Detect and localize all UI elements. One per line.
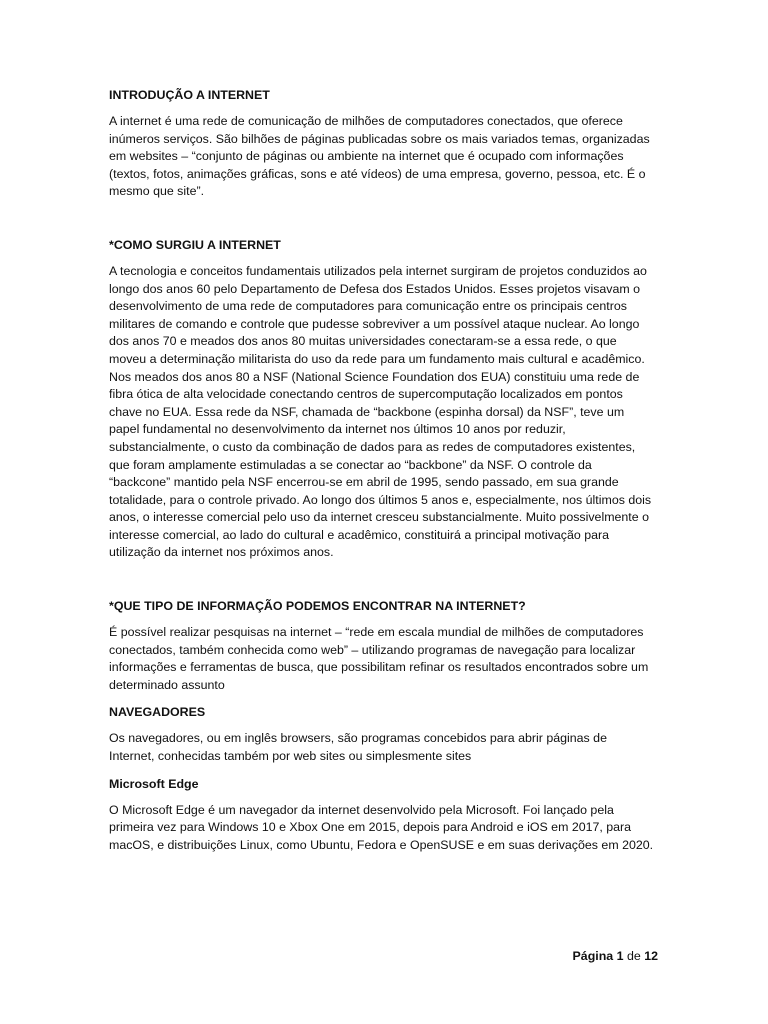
page-number-current: 1 [616,949,624,963]
page-number-total: 12 [644,949,658,963]
info-types-paragraph: É possível realizar pesquisas na internet – “rede em escala mundial de milhões de computadores conectados, também conhecida como web” – utilizando programas de navegação para localizar informações e ferramentas de busca, que possibilitam refinar os resultados encontrados sobre um determinado assunto [109,625,649,692]
browsers-paragraph: Os navegadores, ou em inglês browsers, são programas concebidos para abrir páginas de Internet, conhecidas também por web sites ou simplesmente sites [109,731,607,764]
spacer [109,571,654,597]
page-number-separator: de [623,949,645,963]
edge-paragraph: O Microsoft Edge é um navegador da internet desenvolvido pela Microsoft. Foi lançado pela primeira vez para Windows 10 e Xbox One em 2015, depois para Android e iOS em 2017, para macOS, e distribuições Linux, como Ubuntu, Fedora e OpenSUSE e em suas derivações em 2020. [109,802,654,852]
page-number-prefix: Página [572,949,617,963]
origin-heading: *COMO SURGIU A INTERNET [109,237,281,252]
browsers-heading: NAVEGADORES [109,705,206,720]
info-types-heading: *QUE TIPO DE INFORMAÇÃO PODEMOS ENCONTRAR NA INTERNET? [109,599,526,614]
spacer [109,210,654,236]
edge-heading: Microsoft Edge [109,776,199,791]
intro-heading: INTRODUÇÃO A INTERNET [109,88,270,102]
origin-paragraph: A tecnologia e conceitos fundamentais utilizados pela internet surgiram de projetos conduzidos ao longo dos anos 60 pelo Departamento de Defesa dos Estados Unidos. Esses projetos visavam o desenvolvimento de uma rede de computadores para comunicação entre os principais centros militares de comando e controle que pudesse sobreviver a um possível ataque nuclear. Ao longo dos anos 70 e meados dos anos 80 muitas universidades conectaram-se a essa rede, o que moveu a determinação militarista do uso da rede para um fundamento mais cultural e acadêmico. Nos meados dos anos 80 a NSF (National Science Foundation dos EUA) constituiu uma rede de fibra ótica de alta velocidade conectando centros de supercomputação localizados em pontos chave no EUA. Essa rede da NSF, chamada de “backbone (espinha dorsal) da NSF”, teve um papel fundamental no desenvolvimento da internet nos últimos 10 anos por reduzir, substancialmente, o custo da combinação de dados para as redes de computadores existentes, que foram amplamente estimuladas a se conectar ao “backbone” da NSF. O controle da “backcone” mantido pela NSF encerrou-se em abril de 1995, sendo passado, em sua grande totalidade, para o controle privado. Ao longo dos últimos 5 anos e, especialmente, nos últimos dois anos, o interesse comercial pelo uso da internet cresceu substancialmente. Muito possivelmente o interesse comercial, ao lado do cultural e acadêmico, constituirá a principal motivação para utilização da internet nos próximos anos. [109,263,652,560]
intro-paragraph: A internet é uma rede de comunicação de milhões de computadores conectados, que oferece inúmeros serviços. São bilhões de páginas publicadas sobre os mais variados temas, organizadas em websites – “conjunto de páginas ou ambiente na internet que é ocupado com informações (textos, fotos, animações gráficas, sons e até vídeos) de uma empresa, governo, pessoa, etc. É o mesmo que site”. [109,114,650,199]
page-number [573,947,658,965]
page-content [109,86,654,863]
